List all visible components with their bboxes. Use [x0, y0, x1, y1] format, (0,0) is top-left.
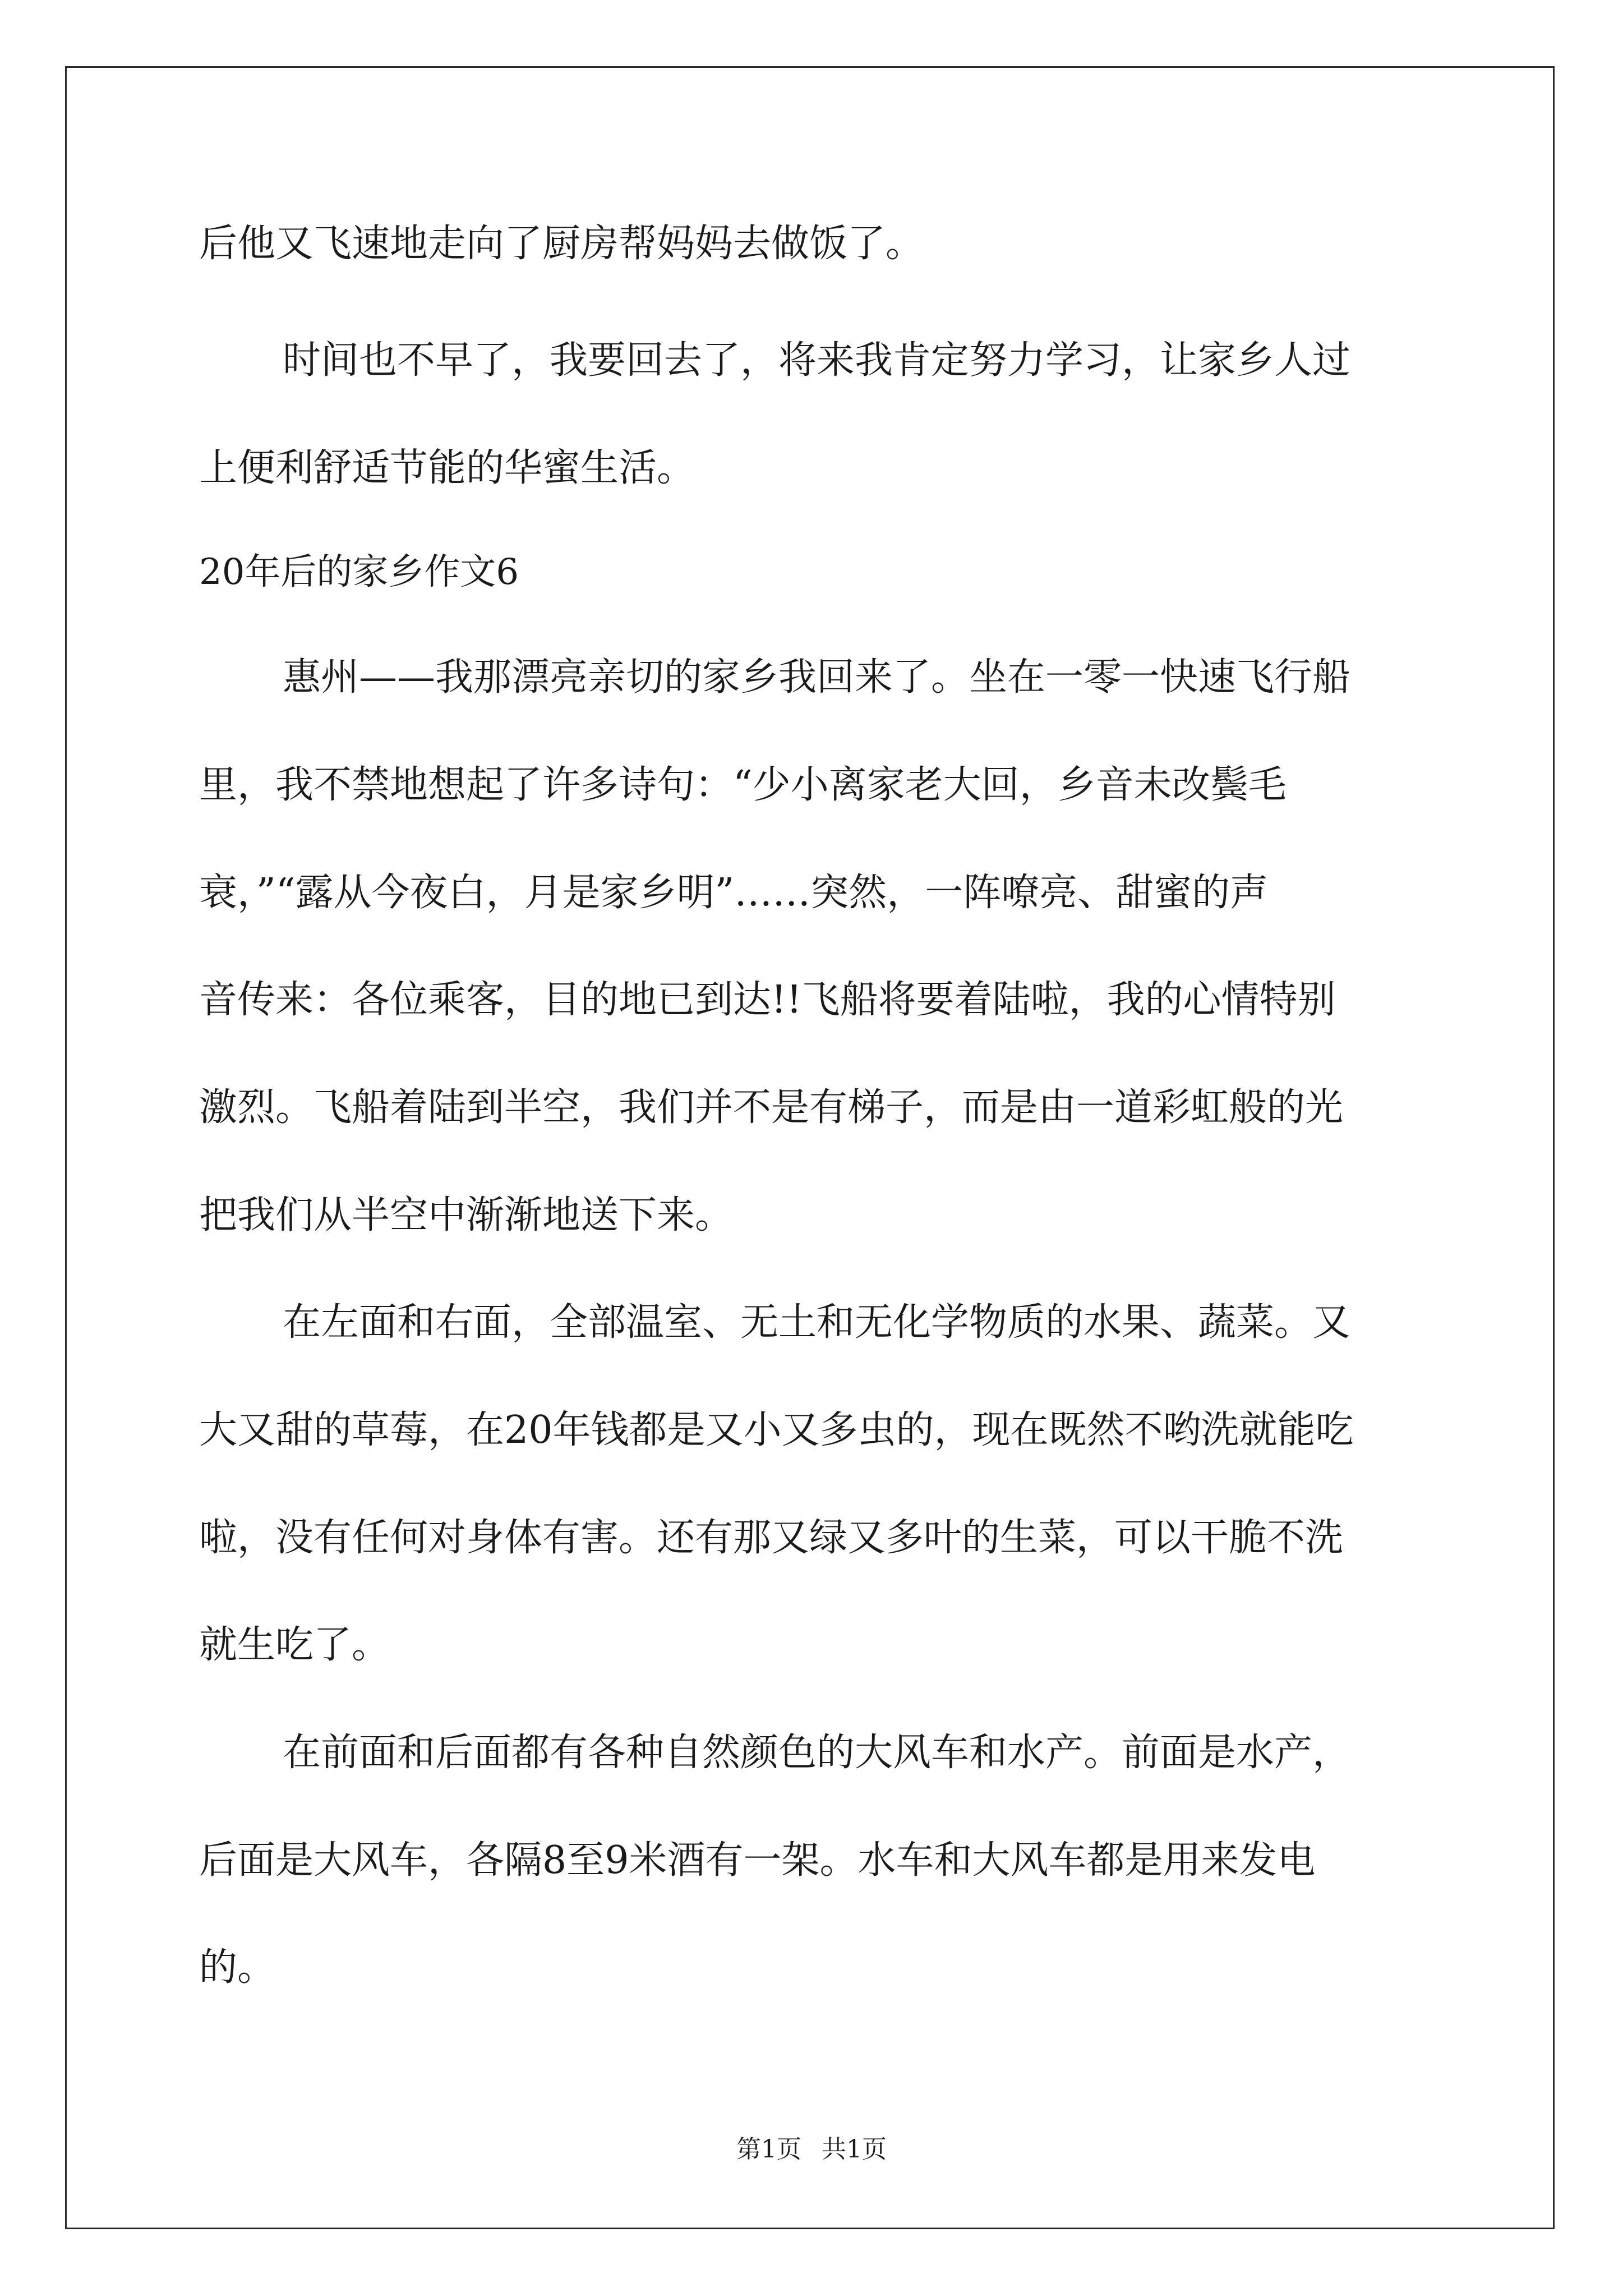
text-line: 啦，没有任何对身体有害。还有那又绿又多叶的生菜，可以干脆不洗 — [199, 1516, 1344, 1560]
page-border — [65, 66, 1555, 2229]
page-total: 共1页 — [822, 2135, 887, 2164]
section-heading: 20年后的家乡作文6 — [199, 551, 519, 593]
text-line: 把我们从半空中渐渐地送下来。 — [199, 1193, 734, 1237]
text-line: 时间也不早了，我要回去了，将来我肯定努力学习，让家乡人过 — [283, 338, 1351, 383]
text-line: 衰，”“露从今夜白，月是家乡明”……突然，一阵嘹亮、甜蜜的声 — [199, 871, 1269, 915]
text-line: 在前面和后面都有各种自然颜色的大风车和水产。前面是水产， — [283, 1731, 1351, 1775]
text-line: 在左面和右面，全部温室、无土和无化学物质的水果、蔬菜。又 — [283, 1300, 1351, 1345]
text-line: 的。 — [199, 1945, 276, 1990]
text-line: 上便利舒适节能的华蜜生活。 — [199, 446, 695, 490]
text-line: 惠州——我那漂亮亲切的家乡我回来了。坐在一零一快速飞行船 — [283, 655, 1351, 700]
page-footer — [0, 2133, 1623, 2166]
text-line: 大又甜的草莓，在20年钱都是又小又多虫的，现在既然不哟洗就能吃 — [199, 1408, 1354, 1452]
text-line: 音传来：各位乘客，目的地已到达!!飞船将要着陆啦，我的心情特别 — [199, 978, 1336, 1022]
text-line: 激烈。飞船着陆到半空，我们并不是有梯子，而是由一道彩虹般的光 — [199, 1085, 1344, 1130]
page-number: 第1页 — [736, 2135, 801, 2164]
text-line: 里，我不禁地想起了许多诗句：“少小离家老大回，乡音未改鬓毛 — [199, 763, 1287, 807]
text-line: 后面是大风车，各隔8至9米酒有一架。水车和大风车都是用来发电 — [199, 1838, 1316, 1883]
text-line: 后他又飞速地走向了厨房帮妈妈去做饭了。 — [199, 222, 924, 266]
text-line: 就生吃了。 — [199, 1623, 390, 1667]
